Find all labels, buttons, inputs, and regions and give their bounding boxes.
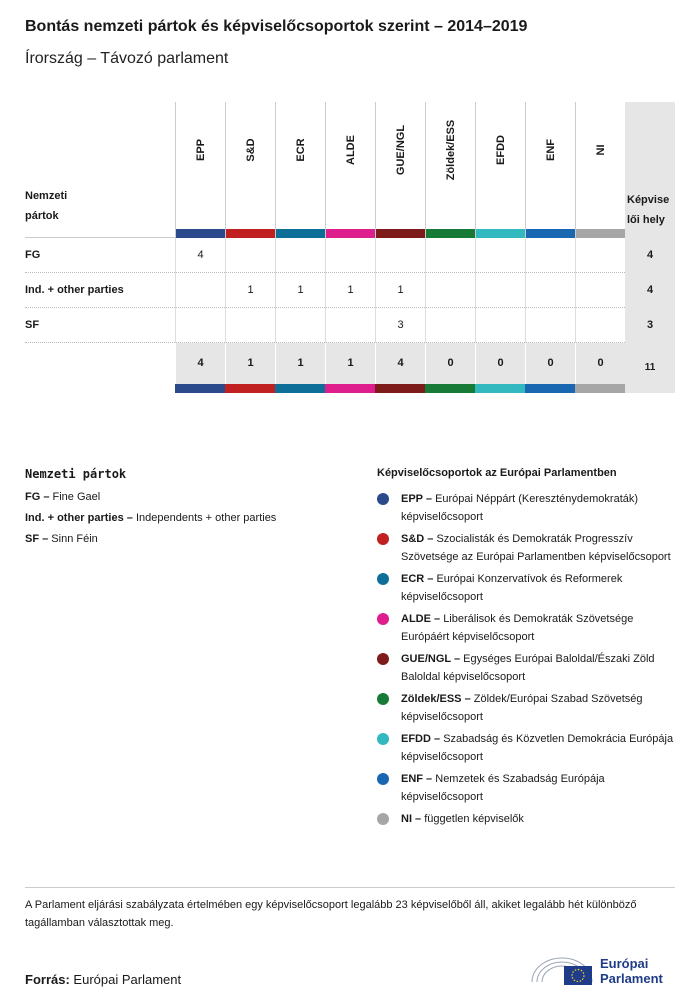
logo-line-1: Európai <box>600 956 649 971</box>
group-color-dot-icon <box>377 773 389 785</box>
group-legend-abbr: EPP – <box>401 493 432 505</box>
group-color-bar <box>175 384 225 393</box>
party-legend-name: Fine Gael <box>52 491 101 503</box>
seat-cell <box>575 238 625 273</box>
column-total: 1 <box>325 343 375 384</box>
group-legend-name: Nemzetek és Szabadság Európája képviselőcsoport <box>401 773 605 803</box>
seat-cell <box>325 308 375 343</box>
party-legend-abbr: Ind. + other parties – <box>25 512 133 524</box>
group-legend-abbr: EFDD – <box>401 733 441 745</box>
column-header-label: S&D <box>244 138 257 162</box>
group-color-bar <box>275 384 325 393</box>
page-subtitle: Írország – Távozó parlament <box>25 50 229 67</box>
logo-line-2: Parlament <box>600 971 663 986</box>
european-parliament-hemicycle-icon <box>530 952 594 986</box>
footnote: A Parlament eljárási szabályzata értelmében egy képviselőcsoport legalább 23 képviselőből áll, akiket legalább hét különböző tagállamban választottak meg. <box>25 899 637 929</box>
source-value: Európai Parlament <box>73 972 182 987</box>
column-header-alde <box>325 102 375 238</box>
party-legend-abbr: SF – <box>25 533 49 545</box>
group-color-dot-icon <box>377 693 389 705</box>
row-header-label: Nemzeti pártok <box>25 190 68 222</box>
group-color-bar <box>176 229 225 238</box>
column-header-label: NI <box>594 144 607 156</box>
row-total: 3 <box>625 308 675 343</box>
totals-row <box>25 343 675 393</box>
group-color-bar <box>575 384 625 393</box>
national-parties-legend-title: Nemzeti pártok <box>25 467 127 481</box>
group-legend-abbr: S&D – <box>401 533 434 545</box>
seat-cell: 4 <box>175 238 225 273</box>
group-legend-name: Liberálisok és Demokraták Szövetsége Európáért képviselőcsoport <box>401 613 634 643</box>
group-color-bar <box>225 384 275 393</box>
group-legend-name: Európai Néppárt (Kereszténydemokraták) képviselőcsoport <box>401 493 639 523</box>
group-color-bar <box>476 229 525 238</box>
party-legend-abbr: FG – <box>25 491 50 503</box>
column-header-label: Zöldek/ESS <box>444 119 457 181</box>
seat-cell <box>525 273 575 308</box>
group-legend-abbr: Zöldek/ESS – <box>401 693 471 705</box>
seat-cell <box>575 308 625 343</box>
column-header-epp <box>175 102 225 238</box>
seat-cell <box>425 238 475 273</box>
seat-cell <box>225 238 275 273</box>
row-total: 4 <box>625 273 675 308</box>
source-label: Forrás: <box>25 972 70 987</box>
seat-table <box>25 102 675 393</box>
column-header-label: ALDE <box>344 135 357 165</box>
party-label: FG <box>25 249 41 261</box>
seat-cell <box>425 273 475 308</box>
seat-cell <box>425 308 475 343</box>
group-color-dot-icon <box>377 533 389 545</box>
group-color-bar <box>376 229 425 238</box>
group-color-bar <box>475 384 525 393</box>
group-legend-name: Szabadság és Közvetlen Demokrácia Európája képviselőcsoport <box>401 733 674 763</box>
seat-cell <box>475 308 525 343</box>
seat-cell <box>225 308 275 343</box>
group-legend-abbr: ENF – <box>401 773 433 785</box>
footer-divider <box>25 887 675 888</box>
column-total: 0 <box>475 343 525 384</box>
group-color-bar <box>576 229 625 238</box>
group-legend-item <box>377 650 677 686</box>
national-parties-legend <box>25 467 355 554</box>
seat-cell <box>325 238 375 273</box>
grand-total: 11 <box>625 343 675 393</box>
seat-cell: 1 <box>325 273 375 308</box>
party-legend-item <box>25 533 355 545</box>
column-header-ecr <box>275 102 325 238</box>
group-legend-abbr: GUE/NGL – <box>401 653 461 665</box>
group-legend-item <box>377 530 677 566</box>
group-legend-abbr: NI – <box>401 813 422 825</box>
seat-cell <box>575 273 625 308</box>
seat-cell <box>275 308 325 343</box>
column-header-label: GUE/NGL <box>394 124 407 176</box>
seat-cell: 3 <box>375 308 425 343</box>
group-legend-item <box>377 610 677 646</box>
table-row <box>25 273 675 308</box>
party-legend-name: Independents + other parties <box>135 512 277 524</box>
column-header-enf <box>525 102 575 238</box>
column-total: 0 <box>525 343 575 384</box>
column-header-label: EFDD <box>494 135 507 165</box>
column-header-label: ENF <box>544 139 557 161</box>
column-total: 0 <box>425 343 475 384</box>
column-total: 0 <box>575 343 625 384</box>
seat-cell <box>175 308 225 343</box>
group-legend-name: Szocialisták és Demokraták Progresszív Szövetsége az Európai Parlamentben képviselőcsoport <box>401 533 671 563</box>
group-legend-item <box>377 490 677 526</box>
column-total: 4 <box>375 343 425 384</box>
column-header-gue-ngl <box>375 102 425 238</box>
column-header-label: EPP <box>194 138 207 162</box>
seat-cell <box>175 273 225 308</box>
group-legend-item <box>377 730 677 766</box>
column-total: 4 <box>175 343 225 384</box>
group-legend-name: Európai Konzervatívok és Reformerek képviselőcsoport <box>401 573 623 603</box>
party-legend-name: Sinn Féin <box>51 533 98 545</box>
seat-cell: 1 <box>375 273 425 308</box>
group-legend-abbr: ALDE – <box>401 613 441 625</box>
column-total: 1 <box>275 343 325 384</box>
group-color-bar <box>426 229 475 238</box>
seat-cell <box>475 273 525 308</box>
column-header-label: ECR <box>294 138 307 162</box>
column-total: 1 <box>225 343 275 384</box>
group-legend-item <box>377 770 677 806</box>
group-color-bar <box>326 229 375 238</box>
group-color-dot-icon <box>377 573 389 585</box>
page-title: Bontás nemzeti pártok és képviselőcsoportok szerint – 2014–2019 <box>25 18 528 35</box>
party-label: SF <box>25 319 40 331</box>
group-legend-name: Zöldek/Európai Szabad Szövetség képviselőcsoport <box>401 693 643 723</box>
seat-cell <box>275 238 325 273</box>
seat-cell <box>525 308 575 343</box>
group-color-bar <box>425 384 475 393</box>
seat-cell <box>475 238 525 273</box>
group-color-dot-icon <box>377 613 389 625</box>
group-legend-abbr: ECR – <box>401 573 434 585</box>
group-legend-item <box>377 690 677 726</box>
group-color-dot-icon <box>377 653 389 665</box>
group-color-bar <box>325 384 375 393</box>
column-header-ni <box>575 102 625 238</box>
european-parliament-logo <box>530 952 680 992</box>
party-legend-item <box>25 512 355 524</box>
political-groups-legend-title: Képviselőcsoportok az Európai Parlamentben <box>377 467 617 479</box>
seat-cell: 1 <box>225 273 275 308</box>
table-header <box>25 102 675 238</box>
group-legend-name: Egységes Európai Baloldal/Északi Zöld Baloldal képviselőcsoport <box>401 653 655 683</box>
seat-cell: 1 <box>275 273 325 308</box>
group-legend-item <box>377 810 677 828</box>
total-header: Képvise lői hely <box>625 102 675 238</box>
group-color-dot-icon <box>377 733 389 745</box>
seat-cell <box>525 238 575 273</box>
row-total: 4 <box>625 238 675 273</box>
group-color-bar <box>226 229 275 238</box>
party-legend-item <box>25 491 355 503</box>
table-row <box>25 308 675 343</box>
group-legend-name: független képviselők <box>424 813 524 825</box>
group-color-dot-icon <box>377 813 389 825</box>
group-color-bar <box>526 229 575 238</box>
column-header-efdd <box>475 102 525 238</box>
group-legend-item <box>377 570 677 606</box>
column-header-z-ldek-ess <box>425 102 475 238</box>
group-color-dot-icon <box>377 493 389 505</box>
group-color-bar <box>525 384 575 393</box>
source-line <box>25 972 181 987</box>
group-color-bar <box>375 384 425 393</box>
column-header-s-d <box>225 102 275 238</box>
party-label: Ind. + other parties <box>25 284 124 296</box>
table-row <box>25 238 675 273</box>
group-color-bar <box>276 229 325 238</box>
political-groups-legend <box>377 467 677 832</box>
seat-cell <box>375 238 425 273</box>
